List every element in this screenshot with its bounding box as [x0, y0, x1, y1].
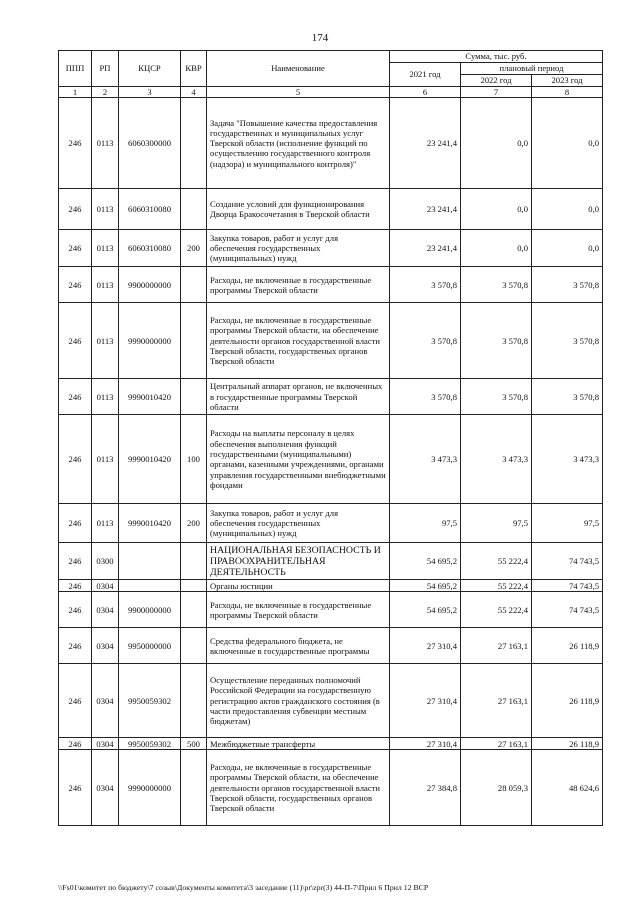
cell-rp: 0304 — [92, 580, 119, 592]
cell-2022: 27 163,1 — [461, 628, 532, 664]
cell-2022: 0,0 — [461, 98, 532, 189]
cell-2023: 97,5 — [532, 504, 603, 543]
cell-2023: 74 743,5 — [532, 543, 603, 580]
column-number: 3 — [119, 87, 181, 98]
cell-name: Центральный аппарат органов, не включенных в государственные программы Тверской области — [207, 379, 390, 415]
cell-kcsr: 9950059302 — [119, 664, 181, 738]
cell-rp: 0113 — [92, 504, 119, 543]
cell-ppp: 246 — [59, 267, 92, 303]
cell-2021: 97,5 — [390, 504, 461, 543]
cell-2023: 3 570,8 — [532, 303, 603, 379]
cell-2022: 97,5 — [461, 504, 532, 543]
table-row — [59, 189, 603, 230]
cell-ppp: 246 — [59, 415, 92, 504]
cell-rp: 0113 — [92, 415, 119, 504]
header-ppp: ППП — [59, 51, 92, 87]
cell-kcsr: 6060310080 — [119, 189, 181, 230]
cell-2023: 48 624,6 — [532, 750, 603, 826]
cell-2023: 26 118,9 — [532, 628, 603, 664]
cell-ppp: 246 — [59, 750, 92, 826]
cell-kvr — [181, 592, 207, 628]
cell-ppp: 246 — [59, 738, 92, 750]
cell-2023: 0,0 — [532, 98, 603, 189]
cell-kvr: 200 — [181, 230, 207, 267]
column-number: 4 — [181, 87, 207, 98]
cell-2021: 23 241,4 — [390, 98, 461, 189]
cell-name: Создание условий для функционирования Дворца Бракосочетания в Тверской области — [207, 189, 390, 230]
table-row — [59, 750, 603, 826]
header-kvr: КВР — [181, 51, 207, 87]
cell-2022: 3 570,8 — [461, 303, 532, 379]
cell-rp: 0113 — [92, 303, 119, 379]
column-number: 8 — [532, 87, 603, 98]
cell-name: Расходы, не включенные в государственные программы Тверской области — [207, 592, 390, 628]
table-row — [59, 504, 603, 543]
table-row — [59, 303, 603, 379]
cell-ppp: 246 — [59, 628, 92, 664]
table-body — [59, 98, 603, 826]
cell-rp: 0304 — [92, 592, 119, 628]
file-path-footer: \\Fs01\комитет по бюджету\7 созыв\Документы комитета\3 заседание (11)\pr\zpr(3) 44-П-7\Прил 6 Прил 12 ВСР — [58, 883, 429, 892]
cell-kvr — [181, 189, 207, 230]
cell-2022: 55 222,4 — [461, 543, 532, 580]
header-name: Наименование — [207, 51, 390, 87]
cell-rp: 0113 — [92, 189, 119, 230]
cell-name: Расходы, не включенные в государственные программы Тверской области — [207, 267, 390, 303]
table-row — [59, 592, 603, 628]
cell-2021: 23 241,4 — [390, 189, 461, 230]
cell-kvr — [181, 664, 207, 738]
cell-2023: 0,0 — [532, 230, 603, 267]
cell-kcsr: 6060310080 — [119, 230, 181, 267]
cell-name: Осуществление переданных полномочий Российской Федерации на государственную регистрацию актов гражданского состояния (в части предоставления субвенции местным бюджетам) — [207, 664, 390, 738]
cell-kcsr: 9900000000 — [119, 592, 181, 628]
cell-2022: 55 222,4 — [461, 580, 532, 592]
cell-2022: 27 163,1 — [461, 664, 532, 738]
cell-name: Межбюджетные трансферты — [207, 738, 390, 750]
cell-2023: 74 743,5 — [532, 580, 603, 592]
cell-rp: 0304 — [92, 738, 119, 750]
cell-rp: 0113 — [92, 98, 119, 189]
cell-rp: 0304 — [92, 750, 119, 826]
cell-ppp: 246 — [59, 98, 92, 189]
cell-kvr — [181, 267, 207, 303]
cell-2021: 54 695,2 — [390, 580, 461, 592]
cell-kvr — [181, 303, 207, 379]
header-planned-period: плановый период — [461, 63, 603, 75]
cell-2022: 0,0 — [461, 230, 532, 267]
table-row — [59, 543, 603, 580]
cell-2023: 26 118,9 — [532, 664, 603, 738]
cell-name: Расходы, не включенные в государственные программы Тверской области, на обеспечение деятельности органов государственной власти Тверской области, государственных органов Тверской области — [207, 750, 390, 826]
cell-2023: 0,0 — [532, 189, 603, 230]
cell-kvr: 200 — [181, 504, 207, 543]
table-row — [59, 379, 603, 415]
cell-2021: 3 570,8 — [390, 379, 461, 415]
table-row — [59, 415, 603, 504]
cell-2021: 23 241,4 — [390, 230, 461, 267]
cell-ppp: 246 — [59, 230, 92, 267]
cell-2021: 27 310,4 — [390, 628, 461, 664]
cell-ppp: 246 — [59, 379, 92, 415]
table-row — [59, 230, 603, 267]
cell-kcsr: 9990000000 — [119, 750, 181, 826]
column-number: 1 — [59, 87, 92, 98]
cell-rp: 0113 — [92, 230, 119, 267]
cell-2023: 26 118,9 — [532, 738, 603, 750]
cell-ppp: 246 — [59, 189, 92, 230]
cell-kvr — [181, 379, 207, 415]
cell-kvr: 500 — [181, 738, 207, 750]
table-row — [59, 98, 603, 189]
cell-ppp: 246 — [59, 303, 92, 379]
cell-name: Средства федерального бюджета, не включенные в государственные программы — [207, 628, 390, 664]
cell-kvr — [181, 98, 207, 189]
table-row — [59, 628, 603, 664]
cell-ppp: 246 — [59, 592, 92, 628]
cell-name: НАЦИОНАЛЬНАЯ БЕЗОПАСНОСТЬ И ПРАВООХРАНИТЕЛЬНАЯ ДЕЯТЕЛЬНОСТЬ — [207, 543, 390, 580]
cell-2021: 3 570,8 — [390, 267, 461, 303]
cell-2023: 3 570,8 — [532, 379, 603, 415]
cell-2023: 3 473,3 — [532, 415, 603, 504]
cell-kcsr: 9990000000 — [119, 303, 181, 379]
cell-kcsr: 9990010420 — [119, 379, 181, 415]
cell-2022: 27 163,1 — [461, 738, 532, 750]
header-2023: 2023 год — [532, 75, 603, 87]
cell-2022: 3 570,8 — [461, 267, 532, 303]
cell-kcsr: 9950059302 — [119, 738, 181, 750]
cell-name: Закупка товаров, работ и услуг для обеспечения государственных (муниципальных) нужд — [207, 230, 390, 267]
cell-kcsr: 9990010420 — [119, 415, 181, 504]
cell-2021: 3 570,8 — [390, 303, 461, 379]
header-rp: РП — [92, 51, 119, 87]
cell-2021: 54 695,2 — [390, 592, 461, 628]
header-2022: 2022 год — [461, 75, 532, 87]
cell-2021: 27 310,4 — [390, 738, 461, 750]
column-number: 5 — [207, 87, 390, 98]
cell-2023: 3 570,8 — [532, 267, 603, 303]
cell-rp: 0304 — [92, 664, 119, 738]
cell-kvr — [181, 750, 207, 826]
cell-2022: 55 222,4 — [461, 592, 532, 628]
table-row — [59, 580, 603, 592]
cell-kcsr — [119, 580, 181, 592]
column-number: 7 — [461, 87, 532, 98]
cell-2021: 27 310,4 — [390, 664, 461, 738]
table-row — [59, 738, 603, 750]
cell-kcsr: 9900000000 — [119, 267, 181, 303]
cell-kvr — [181, 543, 207, 580]
column-number: 2 — [92, 87, 119, 98]
cell-ppp: 246 — [59, 504, 92, 543]
cell-kcsr: 6060300000 — [119, 98, 181, 189]
cell-2023: 74 743,5 — [532, 592, 603, 628]
header-sum: Сумма, тыс. руб. — [390, 51, 603, 63]
cell-2022: 3 473,3 — [461, 415, 532, 504]
cell-rp: 0300 — [92, 543, 119, 580]
cell-2021: 54 695,2 — [390, 543, 461, 580]
cell-rp: 0304 — [92, 628, 119, 664]
cell-2022: 3 570,8 — [461, 379, 532, 415]
cell-rp: 0113 — [92, 379, 119, 415]
header-kcsr: КЦСР — [119, 51, 181, 87]
table-header — [59, 51, 603, 98]
budget-table — [58, 50, 603, 826]
cell-kvr — [181, 580, 207, 592]
cell-ppp: 246 — [59, 580, 92, 592]
cell-ppp: 246 — [59, 543, 92, 580]
cell-2021: 27 384,8 — [390, 750, 461, 826]
cell-kcsr — [119, 543, 181, 580]
cell-kvr — [181, 628, 207, 664]
header-2021: 2021 год — [390, 63, 461, 87]
cell-kvr: 100 — [181, 415, 207, 504]
page-number: 174 — [311, 32, 329, 44]
cell-name: Расходы, не включенные в государственные программы Тверской области, на обеспечение деятельности органов государственной власти Тверской области, государственых органов Тверской области — [207, 303, 390, 379]
cell-name: Расходы на выплаты персоналу в целях обеспечения выполнения функций государственными (муниципальными) органами, казенными учреждениями, органами управления государственными внебюджетными фондами — [207, 415, 390, 504]
table-row — [59, 267, 603, 303]
cell-name: Задача "Повышение качества предоставления государственных и муниципальных услуг Тверской области (исполнение функций по осуществлению государственного контроля (надзора) и муниципального контроля)" — [207, 98, 390, 189]
cell-name: Закупка товаров, работ и услуг для обеспечения государственных (муниципальных) нужд — [207, 504, 390, 543]
cell-rp: 0113 — [92, 267, 119, 303]
table-row — [59, 664, 603, 738]
column-number: 6 — [390, 87, 461, 98]
cell-2022: 28 059,3 — [461, 750, 532, 826]
cell-ppp: 246 — [59, 664, 92, 738]
cell-2022: 0,0 — [461, 189, 532, 230]
cell-name: Органы юстиции — [207, 580, 390, 592]
cell-kcsr: 9950000000 — [119, 628, 181, 664]
cell-kcsr: 9990010420 — [119, 504, 181, 543]
cell-2021: 3 473,3 — [390, 415, 461, 504]
column-number-row — [59, 87, 603, 98]
